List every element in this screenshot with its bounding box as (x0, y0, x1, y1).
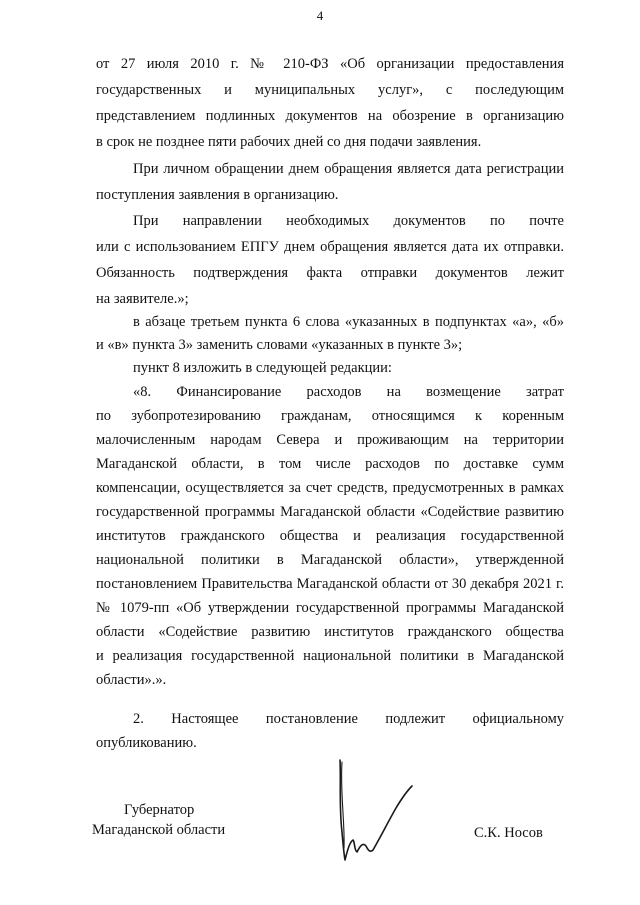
signatory-name: С.К. Носов (474, 825, 543, 841)
text-line: области «Содействие развитию институтов гражданского общества (96, 624, 564, 640)
text-line: институтов гражданского общества и реализация государственной (96, 528, 564, 544)
paragraph-first-line: «8. Финансирование расходов на возмещение затрат (133, 384, 564, 400)
text-line: компенсации, осуществляется за счет средств, предусмотренных в рамках (96, 480, 564, 496)
text-line: государственных и муниципальных услуг», с последующим (96, 82, 564, 98)
text-line: и «в» пункта 3» заменить словами «указанных в пункте 3»; (96, 337, 463, 353)
text-line: опубликованию. (96, 735, 197, 751)
paragraph-first-line: в абзаце третьем пункта 6 слова «указанных в подпунктах «а», «б» (133, 314, 564, 330)
signatory-position: Губернатор (124, 802, 195, 818)
paragraph-first-line: При направлении необходимых документов по почте (133, 213, 564, 229)
handwritten-signature (326, 752, 416, 867)
text-line: Магаданской области, в том числе расходов по доставке сумм (96, 456, 564, 472)
paragraph-first-line: При личном обращении днем обращения является дата регистрации (133, 161, 564, 177)
page-number: 4 (316, 8, 324, 23)
paragraph-first-line: пункт 8 изложить в следующей редакции: (133, 360, 392, 376)
text-line: представлением подлинных документов на обозрение в организацию (96, 108, 564, 124)
text-line: национальной политики в Магаданской области», утвержденной (96, 552, 564, 568)
text-line: области».». (96, 672, 167, 688)
text-line: в срок не позднее пяти рабочих дней со дня подачи заявления. (96, 134, 482, 150)
text-line: постановлением Правительства Магаданской области от 30 декабря 2021 г. (96, 576, 564, 592)
text-line: на заявителе.»; (96, 291, 189, 307)
text-line: государственной программы Магаданской области «Содействие развитию (96, 504, 564, 520)
text-line: по зубопротезированию гражданам, относящимся к коренным (96, 408, 564, 424)
text-line: № 1079-пп «Об утверждении государственной программы Магаданской (96, 600, 564, 616)
text-line: от 27 июля 2010 г. № 210-ФЗ «Об организации предоставления (96, 56, 564, 72)
signatory-region: Магаданской области (92, 822, 226, 838)
text-line: и реализация государственной национальной политики в Магаданской (96, 648, 564, 664)
paragraph-first-line: 2. Настоящее постановление подлежит официальному (133, 711, 564, 727)
text-line: Обязанность подтверждения факта отправки документов лежит (96, 265, 564, 281)
text-line: поступления заявления в организацию. (96, 187, 339, 203)
text-line: малочисленным народам Севера и проживающим на территории (96, 432, 564, 448)
text-line: или с использованием ЕПГУ днем обращения является дата их отправки. (96, 239, 564, 255)
